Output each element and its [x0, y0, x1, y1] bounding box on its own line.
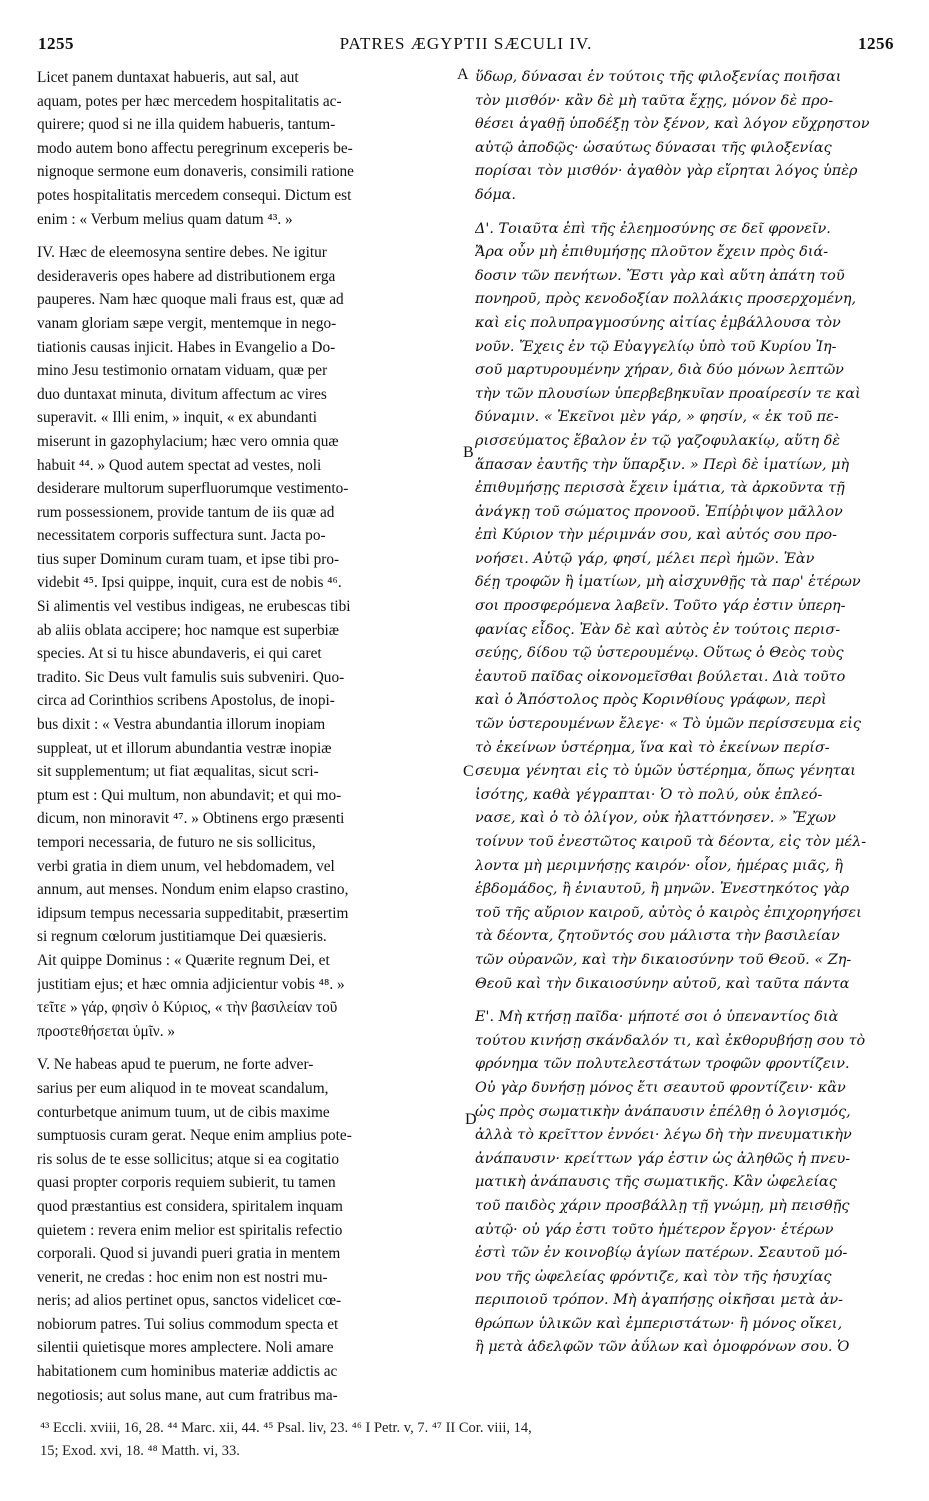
running-header — [38, 34, 894, 58]
latin-text-line: προστεθήσεται ὑμῖν. » — [37, 1022, 176, 1040]
latin-text-line: miserunt in gazophylacium; hæc vero omnia quæ — [37, 432, 339, 450]
greek-text-line: σευμα γένηται εἰς τὸ ὑμῶν ὑστέρημα, ὅπως γένηται — [475, 763, 856, 780]
greek-text-line: Οὐ γὰρ δυνήσῃ μόνος ἔτι σεαυτοῦ φροντίζειν· κἂν — [475, 1079, 846, 1096]
latin-text-line: desiderare multorum superfluorumque vestimento- — [37, 480, 349, 498]
latin-text-line: quirere; quod si ne illa quidem habueris, tantum- — [37, 116, 336, 134]
latin-text-line: conturbetque animum tuum, ut de cibis maxime — [37, 1103, 330, 1121]
greek-text-line: Ε'. Μὴ κτήσῃ παῖδα· μήποτέ σοι ὁ ὑπεναντίος διὰ — [475, 1009, 839, 1026]
greek-text-line: τούτου κινήσῃ σκάνδαλόν τι, καὶ ἐκθορυβήσῃ σου τὸ — [475, 1032, 866, 1049]
greek-text-line: τοῦ τῆς αὔριον καιροῦ, αὐτὸς ὁ καιρὸς ἐπιχορηγήσει — [475, 904, 862, 921]
latin-text-line: aquam, potes per hæc mercedem hospitalitatis ac- — [37, 92, 342, 110]
latin-text-line: mino Jesu testimonio ornatam viduam, quæ per — [37, 362, 328, 380]
paragraph-gap — [37, 1043, 465, 1053]
latin-text-line: habuit ⁴⁴. » Quod autem spectat ad vestes, noli — [37, 456, 322, 474]
latin-text-line: suppleat, ut et illorum abundantia vestræ inopiæ — [37, 739, 332, 757]
latin-text-line: dicum, non minoravit ⁴⁷. » Obtinens ergo præsenti — [37, 810, 345, 828]
latin-text-line: corporali. Quod si juvandi pueri gratia in mentem — [37, 1245, 341, 1263]
greek-text-line: σεύῃς, δίδου τῷ ὑστερουμένῳ. Οὕτως ὁ Θεὸς τοὺς — [475, 645, 844, 662]
greek-text-line: ἑβδομάδος, ἢ ἐνιαυτοῦ, ἢ μηνῶν. Ἐνεστηκότος γὰρ — [475, 881, 850, 898]
latin-text-line: desideraveris opes habere ad distributionem erga — [37, 267, 336, 285]
latin-text-line: sumptuosis curam gerat. Neque enim amplius pote- — [37, 1127, 352, 1145]
latin-text-line: sit supplementum; ut fiat æqualitas, sicut scri- — [37, 763, 319, 781]
greek-text-line: φρόνημα τῶν πολυτελεστάτων τροφῶν φροντίζειν. — [475, 1056, 850, 1073]
latin-text-line: τεῖτε » γάρ, φησὶν ὁ Κύριος, « τὴν βασιλείαν τοῦ — [37, 999, 338, 1017]
running-title: PATRES ÆGYPTII SÆCULI IV. — [339, 34, 593, 53]
latin-text-line: habitationem cum hominibus materiæ addictis ac — [37, 1363, 338, 1381]
latin-text-line: circa ad Corinthios scribens Apostolus, de inopi- — [37, 692, 335, 710]
greek-text-line: πορίσαι τὸν μισθόν· ἀγαθὸν γὰρ εἴρηται λόγος ὑπὲρ — [475, 163, 858, 180]
greek-text-line: ἀλλὰ τὸ κρεῖττον ἐννόει· λέγω δὴ τὴν πνευματικὴν — [475, 1127, 852, 1144]
greek-text-line: τὴν τῶν πλουσίων ὑπερβεβηκυῖαν προαίρεσίν τε καὶ — [475, 385, 861, 402]
greek-text-line: δέῃ τροφῶν ἢ ἱματίων, μὴ αἰσχυνθῇς τὰ παρ' ἑτέρων — [475, 574, 861, 591]
latin-text-line: modo autem bono affectu peregrinum exceperis be- — [37, 139, 353, 157]
latin-text-line: Ait quippe Dominus : « Quærite regnum Dei, et — [37, 951, 330, 969]
greek-text-line: ματικὴ ἀνάπαυσις τῆς σωματικῆς. Κἂν ὠφελείας — [475, 1174, 837, 1191]
paragraph-gap — [475, 996, 895, 1006]
greek-text-line: Θεοῦ καὶ τὴν δικαιοσύνην αὐτοῦ, καὶ ταῦτα πάντα — [475, 975, 850, 992]
paragraph-gap — [475, 208, 895, 218]
greek-text-line: πονηροῦ, πρὸς κενοδοξίαν πολλάκις προσερχομένη, — [475, 291, 857, 308]
margin-marker-b: B — [463, 444, 474, 461]
greek-text-line: νοήσει. Αὐτῷ γάρ, φησί, μέλει περὶ ἡμῶν. Ἐὰν — [475, 550, 815, 567]
latin-text-line: tius super Dominum curam tuam, et ipse tibi pro- — [37, 550, 340, 568]
greek-text-line: νοῦν. Ἔχεις ἐν τῷ Εὐαγγελίῳ ὑπὸ τοῦ Κυρίου Ἰη- — [475, 338, 837, 355]
greek-text-line: τοῦ παιδὸς χάριν προσβάλλῃ τῇ γνώμῃ, μὴ πεισθῇς — [475, 1197, 850, 1214]
greek-text-line: τὰ δέοντα, ζητοῦντός σου μάλιστα τὴν βασιλείαν — [475, 928, 840, 945]
greek-text-line: ρισσεύματος ἔβαλον ἐν τῷ γαζοφυλακίῳ, αὕτη δὲ — [475, 432, 841, 449]
greek-text-line: ὡς πρὸς σωματικὴν ἀνάπαυσιν ἐπέλθῃ ὁ λογισμός, — [475, 1103, 851, 1120]
latin-text-line: potes hospitalitatis mercedem consequi. Dictum est — [37, 186, 352, 204]
latin-text-line: enim : « Verbum melius quam datum ⁴³. » — [37, 210, 293, 228]
latin-text-line: neris; ad alios pertinet opus, sanctos videlicet cœ- — [37, 1292, 342, 1310]
latin-text-line: quod præstantius est considera, spiritalem inquam — [37, 1197, 343, 1215]
latin-text-line: quietem : revera enim melior est spiritalis refectio — [37, 1221, 343, 1239]
latin-text-line: tradito. Sic Deus vult famulis suis subveniri. Quo- — [37, 668, 345, 686]
page-number-right: 1256 — [858, 34, 894, 53]
latin-text-line: verbi gratia in diem unum, vel hebdomadem, vel — [37, 857, 335, 875]
greek-text-line: ἰσότης, καθὰ γέγραπται· Ὁ τὸ πολύ, οὐκ ἐπλεό- — [475, 786, 823, 803]
margin-marker-c: C — [463, 763, 474, 780]
margin-marker-a: A — [457, 66, 469, 83]
latin-text-line: videbit ⁴⁵. Ipsi quippe, inquit, cura est de nobis ⁴⁶. — [37, 574, 342, 592]
greek-text-line: τὸ ἐκείνων ὑστέρημα, ἵνα καὶ τὸ ἐκείνων περίσ- — [475, 739, 830, 756]
greek-text-line: τοίνυν τοῦ ἐνεστῶτος καιροῦ τὰ δέοντα, εἰς τὸν μέλ- — [475, 834, 867, 850]
latin-text-line: nignoque sermone eum donaveris, consimili ratione — [37, 163, 354, 181]
latin-text-line: venerit, ne credas : hoc enim non est nostri mu- — [37, 1268, 328, 1286]
latin-text-line: quasi propter corporis requiem subierit, tu tamen — [37, 1174, 336, 1192]
latin-text-line: necessitatem corporis suffectura sunt. Jacta po- — [37, 527, 326, 545]
footnote-line: 15; Exod. xvi, 18. ⁴⁸ Matth. vi, 33. — [40, 1443, 240, 1459]
latin-text-line: negotiosis; aut solus mane, aut cum fratribus ma- — [37, 1386, 338, 1404]
latin-text-line: nobiorum patres. Tui solius commodum specta et — [37, 1315, 339, 1333]
latin-text-line: si regnum cœlorum justitiamque Dei quæsieris. — [37, 928, 327, 946]
latin-text-line: annum, aut menses. Nondum enim elapso crastino, — [37, 881, 349, 899]
latin-text-line: vanam gloriam sæpe vergit, mentemque in nego- — [37, 314, 337, 332]
greek-text-line: θέσει ἀγαθῇ ὑποδέξῃ τὸν ξένον, καὶ λόγον εὔχρηστον — [475, 116, 870, 133]
latin-text-line: ris solus de te esse sollicitus; atque si ea cogitatio — [37, 1150, 340, 1168]
greek-text-line: τῶν ὑστερουμένων ἔλεγε· « Τὸ ὑμῶν περίσσευμα εἰς — [475, 716, 861, 733]
greek-text-line: τῶν οὐρανῶν, καὶ τὴν δικαιοσύνην τοῦ Θεοῦ. « Ζη- — [475, 951, 852, 968]
latin-text-line: pauperes. Nam hæc quoque mali fraus est, quæ ad — [37, 291, 344, 309]
greek-text-line: φανίας εἶδος. Ἐὰν δὲ καὶ αὐτὸς ἐν τούτοις περισ- — [475, 621, 841, 638]
greek-text-line: ἢ μετὰ ἀδελφῶν τῶν ἀΰλων καὶ ὁμοφρόνων σου. Ὁ — [475, 1339, 850, 1356]
latin-text-line: V. Ne habeas apud te puerum, ne forte adver- — [37, 1056, 314, 1074]
greek-text-line: ὕδωρ, δύνασαι ἐν τούτοις τῆς φιλοξενίας ποιῆσαι — [475, 69, 842, 85]
greek-text-line: περιποιοῦ τρόπον. Μὴ ἀγαπήσῃς οἰκῆσαι μετὰ ἀν- — [475, 1292, 844, 1309]
latin-text-line: tempori necessaria, de futuro ne sis sollicitus, — [37, 834, 316, 851]
greek-text-line: τὸν μισθόν· κἂν δὲ μὴ ταῦτα ἔχῃς, μόνον δὲ προ- — [475, 92, 834, 109]
greek-text-line: λοντα μὴ μεριμνήσῃς καιρόν· οἷον, ἡμέρας μιᾶς, ἢ — [475, 857, 844, 874]
latin-text-line: silentii quietisque mores amplectere. Noli amare — [37, 1339, 334, 1357]
greek-text-line: δόμα. — [475, 186, 516, 203]
greek-text-line: ἀνάγκῃ τοῦ σώματος προνοοῦ. Ἐπίῤῥιψον μᾶλλον — [475, 503, 843, 520]
greek-text-line: ἀνάπαυσιν· κρείττων γάρ ἐστιν ὡς ἀληθῶς ἡ πνευ- — [475, 1150, 851, 1167]
latin-text-line: bus dixit : « Vestra abundantia illorum inopiam — [37, 716, 326, 734]
greek-text-line: ἑαυτοῦ παῖδας οἰκονομεῖσθαι βούλεται. Διὰ τοῦτο — [475, 668, 846, 685]
paragraph-gap — [37, 231, 465, 241]
greek-text-line: Δ'. Τοιαῦτα ἐπὶ τῆς ἐλεημοσύνης σε δεῖ φρονεῖν. — [475, 220, 831, 237]
greek-text-line: ἅπασαν ἑαυτῆς τὴν ὕπαρξιν. » Περὶ δὲ ἱματίων, μὴ — [475, 456, 850, 473]
latin-text-line: ab aliis oblata accipere; hoc namque est superbiæ — [37, 621, 340, 639]
latin-text-line: ptum est : Qui multum, non abundavit; et qui mo- — [37, 786, 342, 804]
latin-text-line: Licet panem duntaxat habueris, aut sal, aut — [37, 69, 299, 86]
latin-column — [37, 66, 465, 1407]
greek-text-line: ἐστὶ τῶν ἐν κοινοβίῳ ἁγίων πατέρων. Σεαυτοῦ μό- — [475, 1245, 848, 1262]
greek-text-line: καὶ εἰς πολυπραγμοσύνης αἰτίας ἐμβάλλουσα τὸν — [475, 314, 841, 331]
latin-text-line: duo duntaxat minuta, divitum affectum ac vires — [37, 385, 327, 403]
greek-text-line: αὐτῷ· οὐ γάρ ἐστι τοῦτο ἡμέτερον ἔργον· ἑτέρων — [475, 1221, 834, 1238]
greek-text-line: νου τῆς ὠφελείας φρόντιζε, καὶ τὸν τῆς ἡσυχίας — [475, 1268, 832, 1285]
greek-column — [475, 66, 895, 1360]
greek-text-line: θρώπων ὑλικῶν καὶ ἐμπεριστάτων· ἢ μόνος οἴκει, — [475, 1315, 843, 1332]
latin-text-line: IV. Hæc de eleemosyna sentire debes. Ne igitur — [37, 244, 327, 262]
latin-text-line: idipsum tempus necessaria suppeditabit, præsertim — [37, 904, 349, 922]
greek-text-line: αὐτῷ ἀποδῷς· ὡσαύτως δύνασαι τῆς φιλοξενίας — [475, 139, 832, 156]
greek-text-line: Ἄρα οὖν μὴ ἐπιθυμήσῃς πλοῦτον ἔχειν πρὸς διά- — [475, 244, 829, 261]
greek-text-line: δύναμιν. « Ἐκεῖνοι μὲν γάρ, » φησίν, « ἐκ τοῦ πε- — [475, 409, 839, 426]
footnote-line: ⁴³ Eccli. xviii, 16, 28. ⁴⁴ Marc. xii, 44. ⁴⁵ Psal. liv, 23. ⁴⁶ I Petr. v, 7. ⁴⁷ II Cor. viii, 14, — [40, 1420, 532, 1436]
latin-text-line: species. At si tu hisce abundaveris, ei qui caret — [37, 645, 322, 663]
latin-text-line: sarius per eum aliquod in te moveat scandalum, — [37, 1079, 329, 1097]
margin-marker-d: D — [465, 1111, 477, 1128]
footnotes — [40, 1417, 900, 1463]
page-number-left: 1255 — [38, 34, 74, 53]
greek-text-line: ἐπιθυμήσῃς περισσὰ ἔχειν ἱμάτια, τὰ ἀρκοῦντα τῇ — [475, 480, 845, 497]
latin-text-line: justitiam ejus; et hæc omnia adjicientur vobis ⁴⁸. » — [37, 975, 345, 993]
greek-text-line: ἐπὶ Κύριον τὴν μέριμνάν σου, καὶ αὐτός σου προ- — [475, 527, 837, 544]
greek-text-line: σοι προσφερόμενα λαβεῖν. Τοῦτο γάρ ἐστιν ὑπερη- — [475, 598, 846, 615]
latin-text-line: superavit. « Illi enim, » inquit, « ex abundanti — [37, 409, 317, 427]
greek-text-line: δοσιν τῶν πενήτων. Ἔστι γὰρ καὶ αὕτη ἀπάτη τοῦ — [475, 267, 845, 284]
greek-text-line: νασε, καὶ ὁ τὸ ὀλίγον, οὐκ ἠλαττόνησεν. » Ἔχων — [475, 810, 836, 827]
greek-text-line: καὶ ὁ Ἀπόστολος πρὸς Κορινθίους γράφων, περὶ — [475, 692, 827, 709]
latin-text-line: Si alimentis vel vestibus indigeas, ne erubescas tibi — [37, 598, 351, 616]
latin-text-line: tiationis causas injicit. Habes in Evangelio a Do- — [37, 338, 336, 356]
latin-text-line: rum possessionem, provide tantum de iis quæ ad — [37, 503, 335, 521]
greek-text-line: σοῦ μαρτυρουμένην χήραν, διὰ δύο μόνων λεπτῶν — [475, 362, 844, 379]
